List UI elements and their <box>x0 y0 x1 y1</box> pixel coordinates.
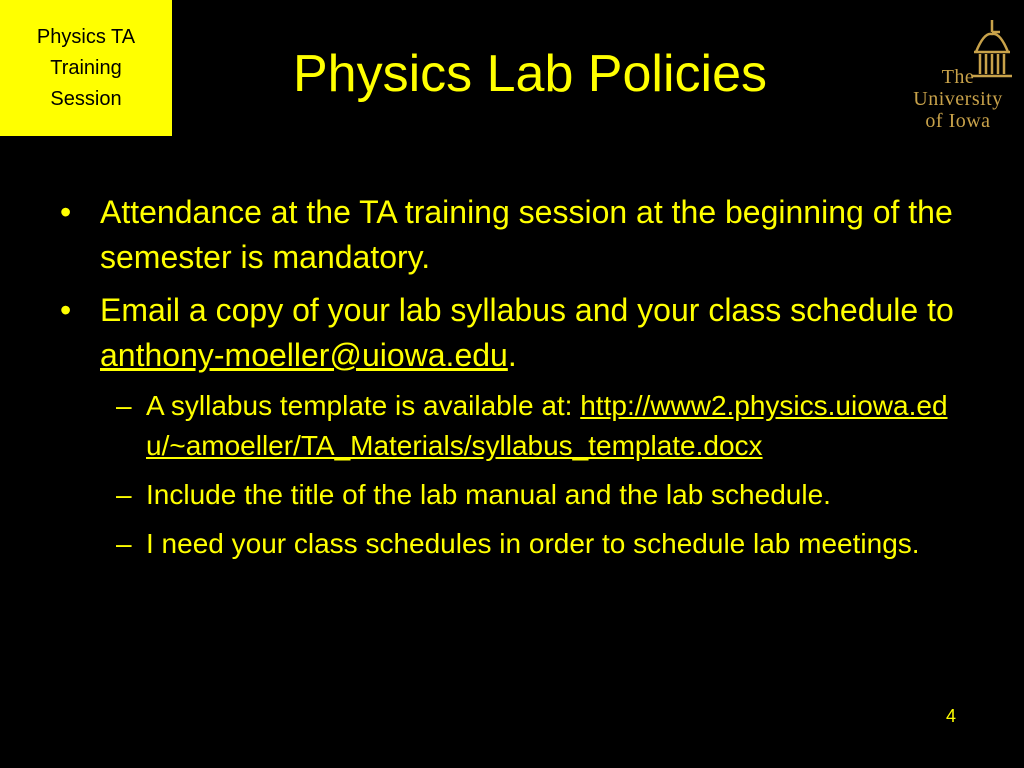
sub-bullet-text: Include the title of the lab manual and the lab schedule. <box>146 479 831 510</box>
email-link[interactable]: anthony-moeller@uiowa.edu <box>100 337 508 373</box>
sub-bullet-marker: – <box>116 528 132 559</box>
bullet-text: Email a copy of your lab syllabus and your class schedule to <box>100 292 954 328</box>
logo-line2: University <box>913 88 1003 110</box>
sub-bullet-schedules <box>60 524 960 564</box>
bullet-attendance <box>60 190 960 280</box>
university-logo <box>896 18 1020 132</box>
sub-bullet-text: I need your class schedules in order to schedule lab meetings. <box>146 528 920 559</box>
sub-bullet-manual <box>60 475 960 515</box>
sub-bullet-text: A syllabus template is available at: <box>146 390 581 421</box>
page-number: 4 <box>946 706 957 726</box>
bullet-text-end: . <box>507 337 517 373</box>
sub-bullet-template <box>60 386 960 466</box>
session-label-line2: Training <box>50 57 122 79</box>
logo-line1: The <box>941 66 975 88</box>
slide-body <box>60 190 960 573</box>
logo-line3: of Iowa <box>925 110 991 132</box>
session-label-box <box>0 0 172 136</box>
sub-bullet-marker: – <box>116 479 132 510</box>
bullet-marker: • <box>60 194 72 230</box>
bullet-email-syllabus <box>60 288 960 378</box>
session-label-line1: Physics TA <box>36 26 136 48</box>
slide-title: Physics Lab Policies <box>293 45 767 103</box>
bullet-text: Attendance at the TA training session at the beginning of the semester is mandatory. <box>100 194 953 275</box>
template-url-link[interactable]: http://www2.physics.uiowa.edu/~amoeller/TA_Materials/syllabus_template.docx <box>146 390 948 461</box>
session-label-line3: Session <box>50 88 122 110</box>
bullet-marker: • <box>60 292 72 328</box>
sub-bullet-marker: – <box>116 390 132 421</box>
